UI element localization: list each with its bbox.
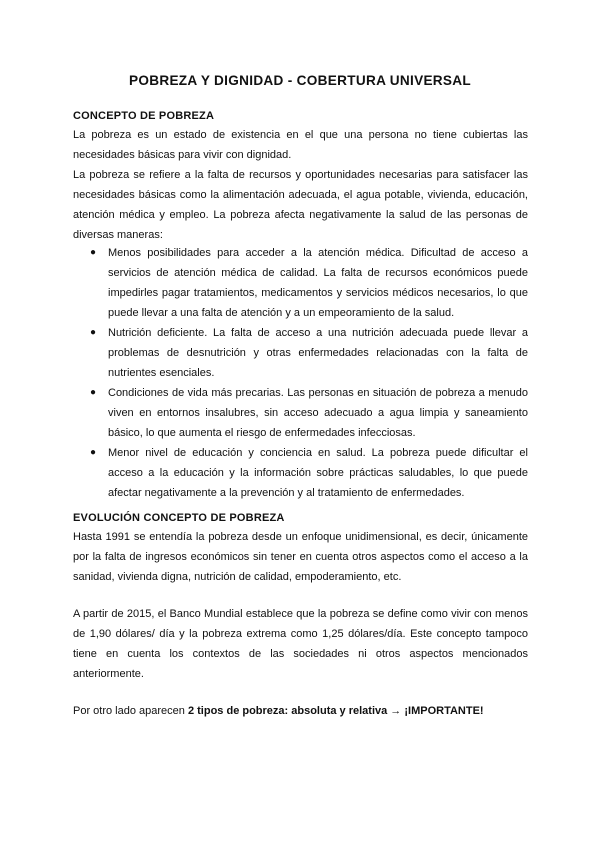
- paragraph-recursos: La pobreza se refiere a la falta de recursos y oportunidades necesarias para satisfacer las necesidades básicas como la alimentación adecuada, el agua potable, vivienda, educación, atención médica y empleo. La pobreza afecta negativamente la salud de las personas de diversas maneras:: [73, 169, 528, 241]
- paragraph-definition: La pobreza es un estado de existencia en el que una persona no tiene cubiertas las necesidades básicas para vivir con dignidad.: [73, 129, 528, 161]
- paragraph-tipos-pobreza: [73, 701, 528, 721]
- list-item: [73, 243, 528, 323]
- bullet-icon: ●: [90, 327, 97, 338]
- list-item: [73, 443, 528, 503]
- section-heading-evolucion: EVOLUCIÓN CONCEPTO DE POBREZA: [73, 512, 285, 524]
- tipos-highlight: 2 tipos de pobreza: absoluta y relativa → ¡IMPORTANTE!: [187, 705, 484, 717]
- paragraph-banco-mundial: A partir de 2015, el Banco Mundial establece que la pobreza se define como vivir con menos de 1,90 dólares/ día y la pobreza extrema como 1,25 dólares/día. Este concepto tampoco tiene en cuenta los contextos de las sociedades ni otros aspectos mencionados anteriormente.: [73, 608, 528, 680]
- list-item-text: Menos posibilidades para acceder a la atención médica. Dificultad de acceso a servicios de atención médica de calidad. La falta de recursos económicos puede impedirles pagar tratamientos, medicamentos y servicios médicos necesarios, lo que puede llevar a una falta de atención y a un empeoramiento de la salud.: [108, 247, 528, 319]
- list-item-text: Menor nivel de educación y conciencia en salud. La pobreza puede dificultar el acceso a la educación y la información sobre prácticas saludables, lo que puede afectar negativamente a la prevención y al tratamiento de enfermedades.: [108, 447, 528, 499]
- document-title: POBREZA Y DIGNIDAD - COBERTURA UNIVERSAL: [128, 73, 472, 88]
- list-item-text: Nutrición deficiente. La falta de acceso a una nutrición adecuada puede llevar a problemas de desnutrición y otras enfermedades relacionadas con la falta de nutrientes esenciales.: [108, 327, 528, 379]
- paragraph-1991: Hasta 1991 se entendía la pobreza desde un enfoque unidimensional, es decir, únicamente por la falta de ingresos económicos sin tener en cuenta otros aspectos como el acceso a la sanidad, vivienda digna, nutrición de calidad, empoderamiento, etc.: [73, 531, 528, 583]
- bullet-icon: ●: [90, 447, 97, 458]
- section-heading-concepto: CONCEPTO DE POBREZA: [73, 110, 215, 122]
- bullet-list: [73, 243, 528, 503]
- bullet-icon: ●: [90, 247, 97, 258]
- tipos-prefix: Por otro lado aparecen: [73, 705, 188, 717]
- list-item: [73, 323, 528, 383]
- list-item: [73, 383, 528, 443]
- list-item-text: Condiciones de vida más precarias. Las personas en situación de pobreza a menudo viven en entornos insalubres, sin acceso adecuado a agua limpia y saneamiento básico, lo que aumenta el riesgo de enfermedades infecciosas.: [108, 387, 528, 439]
- bullet-icon: ●: [90, 387, 97, 398]
